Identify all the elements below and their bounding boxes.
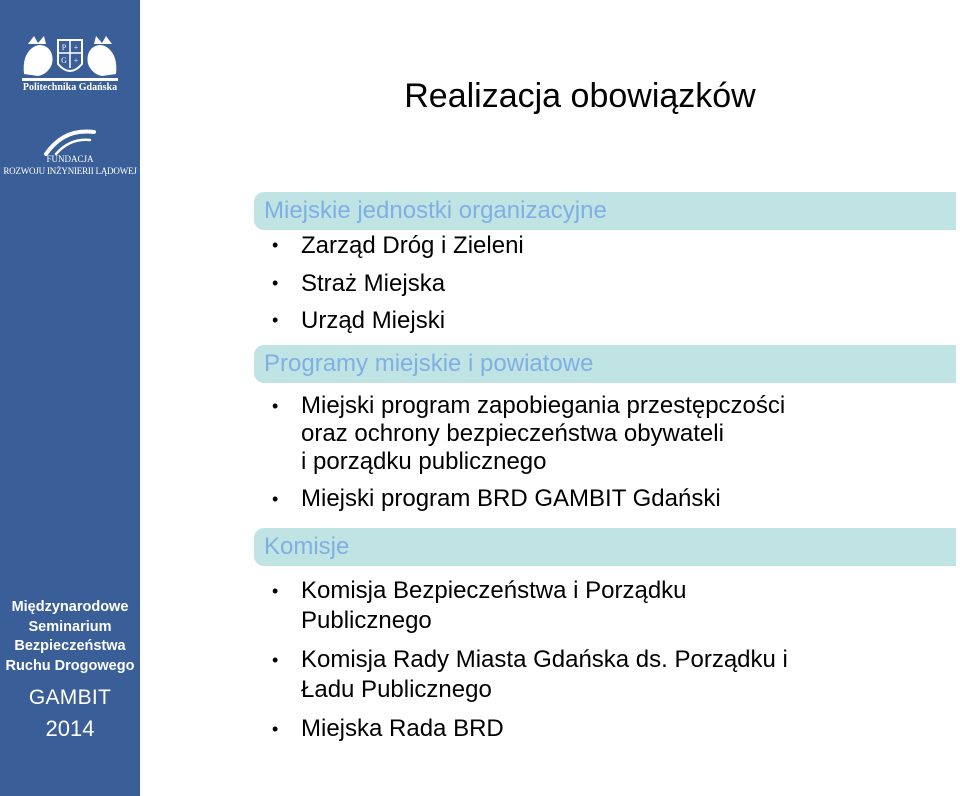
foundation-name-line2: ROZWOJU INŻYNIERII LĄDOWEJ (3, 166, 137, 176)
seminar-line: Bezpieczeństwa (14, 638, 126, 654)
svg-text:G: G (61, 56, 67, 65)
bullet-icon: • (272, 396, 279, 416)
university-name: Politechnika Gdańska (22, 82, 118, 93)
list-item-text: Zarząd Dróg i Zieleni (301, 232, 524, 259)
list-item (272, 645, 952, 705)
list-item-text-line: Ładu Publicznego (301, 676, 492, 703)
list-item (272, 392, 952, 476)
svg-text:+: + (73, 56, 79, 65)
politechnika-gdanska-logo (18, 34, 122, 84)
bullet-icon: • (272, 489, 279, 509)
list-item (272, 485, 952, 513)
committees-list (272, 576, 952, 753)
slide-title: Realizacja obowiązków (404, 77, 756, 115)
units-list (272, 232, 952, 345)
event-year: 2014 (45, 716, 95, 741)
list-item (272, 270, 952, 298)
bullet-icon: • (272, 719, 279, 739)
list-item-text-line: Miejski program zapobiegania przestępczości (301, 392, 786, 419)
list-item-text-line: Miejski program BRD GAMBIT Gdański (301, 485, 721, 512)
list-item-text: Urząd Miejski (301, 307, 446, 334)
bullet-icon: • (272, 581, 279, 601)
list-item (272, 576, 952, 636)
list-item (272, 307, 952, 335)
event-name: GAMBIT (28, 686, 112, 709)
section-heading-committees: Komisje (254, 528, 956, 566)
list-item (272, 714, 952, 744)
list-item-text-line: i porządku publicznego (301, 448, 547, 475)
bullet-icon: • (272, 310, 279, 330)
list-item (272, 232, 952, 260)
programs-list (272, 392, 952, 522)
list-item-text-line: Komisja Rady Miasta Gdańska ds. Porządku i (301, 646, 788, 673)
foundation-name-line1: FUNDACJA (46, 154, 94, 164)
bullet-icon: • (272, 235, 279, 255)
bullet-icon: • (272, 650, 279, 670)
section-heading-units: Miejskie jednostki organizacyjne (254, 192, 956, 230)
list-item-text-line: Publicznego (301, 607, 432, 634)
list-item-text-line: oraz ochrony bezpieczeństwa obywateli (301, 420, 724, 447)
sidebar (0, 0, 140, 796)
svg-text:+: + (73, 43, 79, 52)
seminar-line: Seminarium (28, 618, 112, 635)
bullet-icon: • (272, 272, 279, 293)
section-heading-programs: Programy miejskie i powiatowe (254, 345, 956, 383)
svg-text:P: P (61, 43, 67, 52)
foundation-arc-logo (42, 126, 98, 156)
list-item-text: Straż Miejska (301, 269, 446, 297)
seminar-line: Ruchu Drogowego (5, 657, 135, 674)
list-item-text-line: Komisja Bezpieczeństwa i Porządku (301, 577, 687, 604)
seminar-name (0, 598, 140, 676)
list-item-text-line: Miejska Rada BRD (301, 715, 504, 742)
seminar-line: Międzynarodowe (11, 599, 129, 615)
